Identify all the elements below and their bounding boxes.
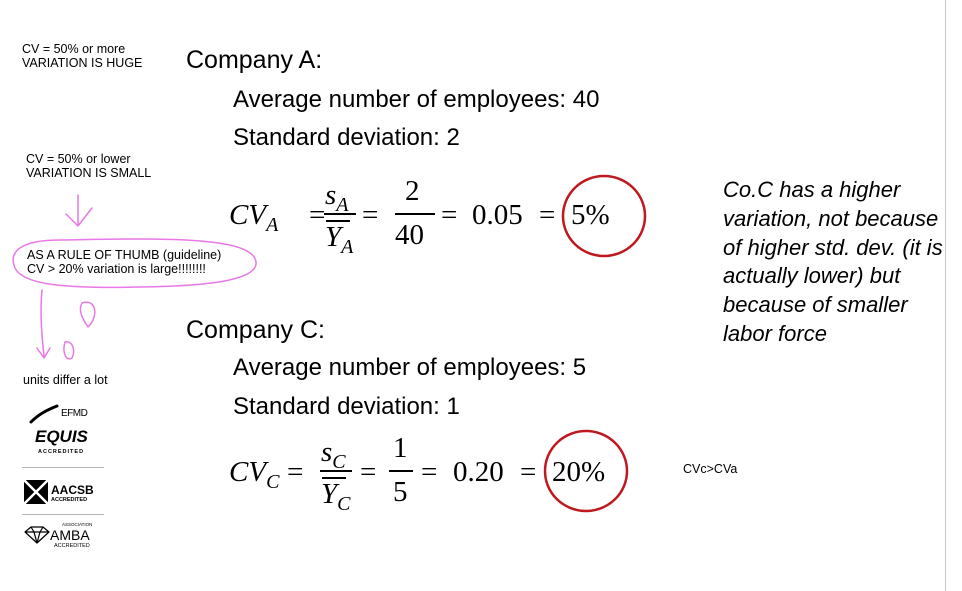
equals-2c: = [360,456,377,488]
decimal-a: 0.05 [472,199,523,231]
equals-2: = [362,199,379,231]
fraction-bar-1 [324,213,356,215]
equals-1c: = [287,456,304,488]
numerator-value-a: 2 [405,175,420,207]
fraction-bar-2c [389,470,413,472]
company-c-stddev: Standard deviation: 1 [233,393,460,420]
equals-3c: = [421,456,438,488]
company-c-title: Company C: [186,316,325,344]
equis-swoosh-icon [29,404,59,424]
pink-zero-mark [80,302,94,327]
amba-diamond-icon [24,526,50,544]
equis-efmd-text: EFMD [61,408,88,419]
pink-arrow-down [66,195,92,226]
equals-1: = [309,199,326,231]
aacsb-square-icon [24,480,48,504]
cv-small-line2: VARIATION IS SMALL [26,166,152,180]
cv-c-label: $CV_C$ [229,456,280,493]
y-a-denominator: $Y_A$ [325,221,354,258]
amba-main-text: AMBA [50,527,90,543]
cv-small-line1: CV = 50% or lower [26,152,131,166]
aacsb-main-text: AACSB [51,483,94,497]
company-c-average: Average number of employees: 5 [233,354,587,381]
amba-association-text: ASSOCIATION [62,522,93,527]
percent-a: 5% [571,199,610,231]
cv-huge-line2: VARIATION IS HUGE [22,56,143,70]
equals-4c: = [520,456,537,488]
fraction-bar-2 [395,213,435,215]
equals-3: = [441,199,458,231]
percent-c: 20% [552,456,606,488]
aacsb-logo [22,476,107,508]
s-a-numerator: $s_A$ [325,179,349,216]
logo-divider-2 [22,514,104,515]
cv-huge-line1: CV = 50% or more [22,42,126,56]
rule-line2: CV > 20% variation is large!!!!!!!! [27,262,206,276]
amba-logo [22,520,107,552]
company-a-average: Average number of employees: 40 [233,86,600,113]
pink-digit-zero [64,342,74,359]
denominator-value-a: 40 [395,219,424,251]
circle-5-percent [561,172,651,262]
amba-accredited-text: ACCREDITED [54,543,90,549]
denominator-value-c: 5 [393,476,408,508]
company-a-title: Company A: [186,46,323,74]
page-edge-line [945,0,946,591]
logo-divider-1 [22,467,104,468]
decimal-c: 0.20 [453,456,504,488]
equis-logo [17,402,102,458]
equals-4: = [539,199,556,231]
equis-main-text: EQUIS [35,427,88,446]
y-c-denominator: $Y_C$ [321,478,351,515]
pink-ellipse [13,239,256,287]
units-note: units differ a lot [23,373,108,387]
rule-line1: AS A RULE OF THUMB (guideline) [27,248,222,262]
numerator-value-c: 1 [393,432,408,464]
cv-a-label: $CV_A$ [229,199,279,236]
comparison-note: CVc>CVa [683,462,738,476]
company-a-stddev: Standard deviation: 2 [233,124,460,151]
aacsb-accredited-text: ACCREDITED [51,497,88,503]
right-explanation-note: Co.C has a higher variation, not because of higher std. dev. (it is actually lower) but because of smaller labor force [723,177,943,346]
s-c-numerator: $s_C$ [321,436,346,473]
equis-accredited-text: ACCREDITED [38,449,85,455]
fraction-bar-1c [320,470,352,472]
circle-20-percent [543,427,633,517]
pink-down-stroke [37,290,50,358]
